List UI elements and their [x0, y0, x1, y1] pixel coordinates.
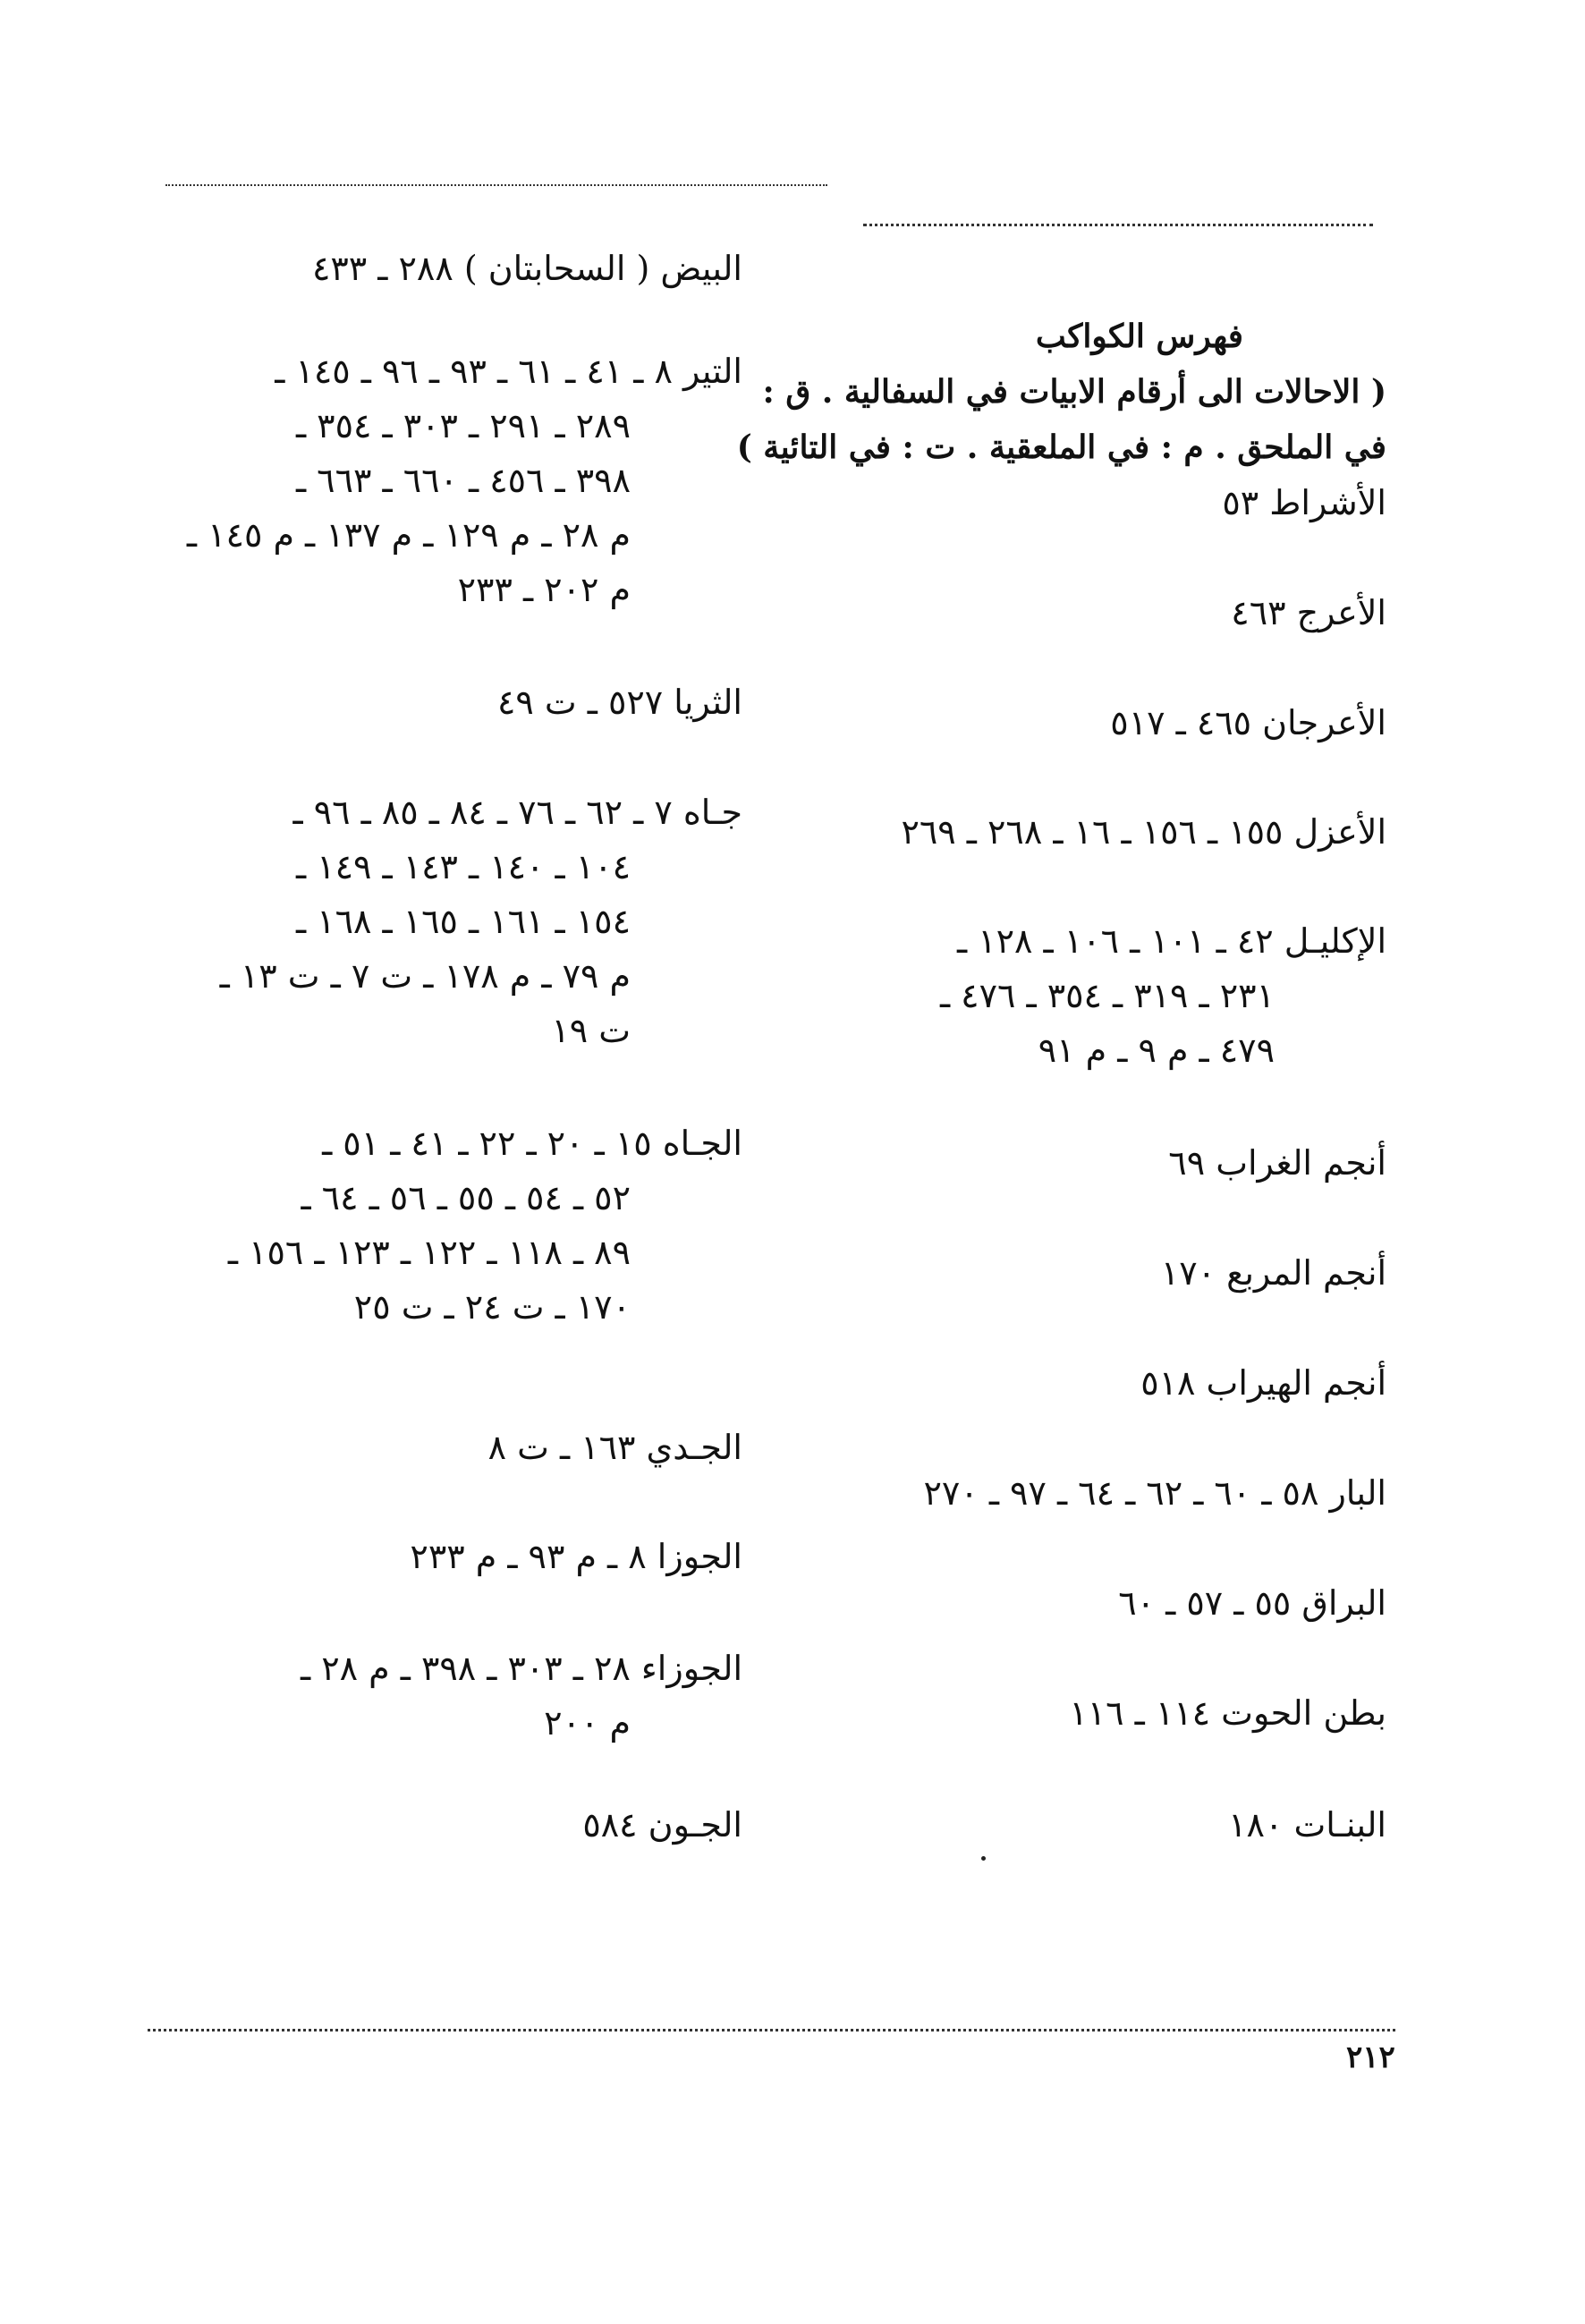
- entry-line: الأعرجان ٤٦٥ ـ ٥١٧: [1110, 703, 1386, 742]
- entry-line: الثريا ٥٢٧ ـ ت ٤٩: [496, 683, 742, 722]
- index-note-line-1: ( الاحالات الى أرقام الابيات في السفالية . ق :: [762, 373, 1386, 411]
- entry-line: الجـدي ١٦٣ ـ ت ٨: [487, 1428, 742, 1467]
- top-dotted-rule-left: [165, 184, 827, 186]
- entry-line: الأعزل ١٥٥ ـ ١٥٦ ـ ١٦ ـ ٢٦٨ ـ ٢٦٩: [901, 812, 1386, 852]
- index-entry: [143, 1530, 742, 1584]
- entry-line: م ٢٠٠: [544, 1703, 631, 1743]
- index-entry: [801, 805, 1386, 860]
- top-dotted-rule-right: [863, 224, 1373, 226]
- entry-line: البيض ( السحابتان ) ٢٨٨ ـ ٤٣٣: [311, 249, 742, 288]
- entry-line: الجوزاء ٢٨ ـ ٣٠٣ ـ ٣٩٨ ـ م ٢٨ ـ: [301, 1649, 742, 1688]
- index-heading: [736, 309, 1386, 475]
- index-column-right: [736, 242, 1386, 1923]
- entry-line: م ٢٨ ـ م ١٢٩ ـ م ١٣٧ ـ م ١٤٥ ـ: [186, 515, 631, 555]
- entry-line: ١٥٤ ـ ١٦١ ـ ١٦٥ ـ ١٦٨ ـ: [295, 902, 631, 941]
- entry-line: م ٧٩ ـ م ١٧٨ ـ ت ٧ ـ ت ١٣ ـ: [219, 956, 631, 996]
- index-entry: [143, 1116, 742, 1335]
- index-column-left: [143, 242, 742, 1923]
- index-entry: [143, 1798, 742, 1853]
- entry-line: بطن الحوت ١١٤ ـ ١١٦: [1069, 1693, 1386, 1733]
- index-entry: [801, 476, 1386, 530]
- entry-line: البراق ٥٥ ـ ٥٧ ـ ٦٠: [1118, 1583, 1386, 1623]
- index-entry: [801, 696, 1386, 751]
- entry-line: الأشراط ٥٣: [1222, 483, 1386, 522]
- entry-line: البار ٥٨ ـ ٦٠ ـ ٦٢ ـ ٦٤ ـ ٩٧ ـ ٢٧٠: [923, 1473, 1386, 1513]
- index-entry: [801, 914, 1386, 1078]
- index-entry: [801, 1136, 1386, 1191]
- index-entry: [801, 1466, 1386, 1521]
- entry-line: ٢٨٩ ـ ٢٩١ ـ ٣٠٣ ـ ٣٥٤ ـ: [295, 406, 631, 445]
- entry-line: الجوزا ٨ ـ م ٩٣ ـ م ٢٣٣: [410, 1537, 742, 1576]
- entry-line: ٣٩٨ ـ ٤٥٦ ـ ٦٦٠ ـ ٦٦٣ ـ: [295, 461, 631, 500]
- entry-line: التير ٨ ـ ٤١ ـ ٦١ ـ ٩٣ ـ ٩٦ ـ ١٤٥ ـ: [275, 352, 742, 391]
- entry-line: البنـات ١٨٠: [1228, 1805, 1386, 1845]
- entry-line: ٤٧٩ ـ م ٩ ـ م ٩١: [1038, 1031, 1275, 1070]
- index-entry: [143, 1421, 742, 1475]
- index-entry: [801, 1576, 1386, 1631]
- entry-line: ٨٩ ـ ١١٨ ـ ١٢٢ ـ ١٢٣ ـ ١٥٦ ـ: [227, 1233, 631, 1272]
- entry-line: أنجم الغراب ٦٩: [1168, 1143, 1386, 1183]
- entry-line: الأعرج ٤٦٣: [1231, 593, 1386, 632]
- index-entry: [143, 1641, 742, 1751]
- index-entry: [143, 344, 742, 617]
- entry-line: ت ١٩: [551, 1011, 631, 1050]
- entry-line: الإكليـل ٤٢ ـ ١٠١ ـ ١٠٦ ـ ١٢٨ ـ: [957, 921, 1386, 961]
- entry-line: ٥٢ ـ ٥٤ ـ ٥٥ ـ ٥٦ ـ ٦٤ ـ: [301, 1178, 631, 1217]
- entry-line: الجـون ٥٨٤: [582, 1805, 742, 1845]
- entry-line: ٢٣١ ـ ٣١٩ ـ ٣٥٤ ـ ٤٧٦ ـ: [939, 976, 1275, 1015]
- entry-line: م ٢٠٢ ـ ٢٣٣: [457, 570, 631, 609]
- entry-line: أنجم المربع ١٧٠: [1160, 1253, 1386, 1293]
- index-entry: [801, 1686, 1386, 1741]
- entry-line: الجـاه ١٥ ـ ٢٠ ـ ٢٢ ـ ٤١ ـ ٥١ ـ: [322, 1124, 742, 1163]
- page-number: ٢١٢: [1346, 2040, 1395, 2075]
- index-entry: [143, 242, 742, 296]
- index-entry: [143, 675, 742, 730]
- entry-line: جـاه ٧ ـ ٦٢ ـ ٧٦ ـ ٨٤ ـ ٨٥ ـ ٩٦ ـ: [292, 793, 742, 832]
- index-entry: [801, 586, 1386, 640]
- index-note-line-2: في الملحق . م : في الملعقية . ت : في التائية ): [736, 428, 1386, 466]
- ink-speck: [981, 1856, 986, 1861]
- entry-line: أنجم الهيراب ٥١٨: [1140, 1363, 1386, 1403]
- entry-line: ١٧٠ ـ ت ٢٤ ـ ت ٢٥: [353, 1287, 631, 1327]
- index-entry: [801, 1798, 1386, 1853]
- index-entry: [801, 1356, 1386, 1411]
- index-entry: [143, 785, 742, 1058]
- bottom-dotted-rule: [148, 2029, 1395, 2031]
- index-entry: [801, 1246, 1386, 1301]
- entry-line: ١٠٤ ـ ١٤٠ ـ ١٤٣ ـ ١٤٩ ـ: [295, 847, 631, 886]
- index-title: فهرس الكواكب: [1035, 318, 1243, 355]
